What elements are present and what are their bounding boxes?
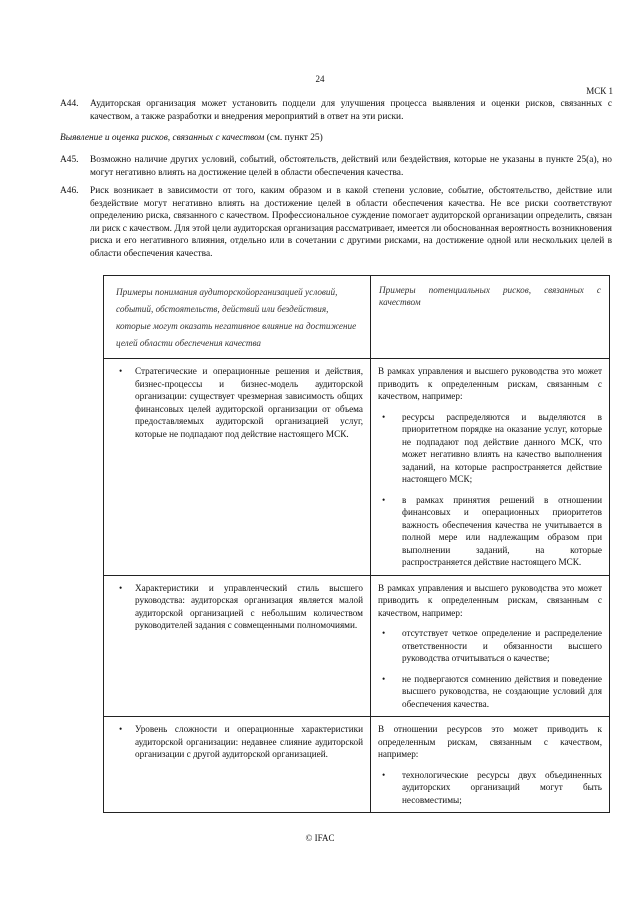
paragraph-a45	[60, 154, 612, 179]
risk-bullet: • в рамках принятия решений в отношении финансовых и операционных приоритетов важность обеспечения качества не учитывается в полной мере или надлежащим образом при выполнении заданий, на которые распространяется действие настоящего МСК.	[378, 494, 602, 569]
paragraph-text: Аудиторская организация может установить подцели для улучшения процесса выявления и оценки рисков, связанных с качеством, а также разработки и внедрения мероприятий в ответ на эти риски.	[90, 99, 612, 122]
paragraph-label: A46.	[60, 186, 79, 196]
risk-bullet: • ресурсы распределяются и выделяются в приоритетном порядке на оказание услуг, которые не подпадают под действие данного МСК, что может негативно влиять на качество выполнения заданий, на которые распространяется действие настоящего МСК;	[378, 411, 602, 486]
risk-bullet: • не подвергаются сомнению действия и поведение высшего руководства, не создающие условий для обеспечения качества.	[378, 673, 602, 711]
subheading-ref: (см. пункт 25)	[264, 133, 323, 143]
row-risk-intro: В рамках управления и высшего руководства это может приводить к определенным рискам, связанным с качеством, например:	[378, 366, 602, 401]
table-row	[104, 717, 610, 813]
table-row	[104, 575, 610, 717]
risk-bullet: • отсутствует четкое определение и распределение ответственности и обязанности высшего руководства отчитываться о качестве;	[378, 627, 602, 665]
paragraph-label: A44.	[60, 99, 79, 109]
subheading-title: Выявление и оценка рисков, связанных с качеством	[60, 133, 265, 143]
examples-table	[103, 275, 610, 813]
header-cell-right	[371, 276, 610, 359]
standard-id: МСК 1	[586, 86, 613, 96]
header-left-text: Примеры понимания аудиторскойорганизацией условий, событий, обстоятельств, действий или бездействия, которые могут оказать негативное влияние на достижение целей области обеспечения качества	[116, 287, 357, 348]
table-cell-left	[104, 575, 371, 717]
paragraph-a44	[60, 98, 612, 123]
paragraph-text: Риск возникает в зависимости от того, каким образом и в какой степени условие, событие, обстоятельство, действие или бездействие могут негативно влиять на достижение целей в области обеспечения качества. Не все риски соответствуют определению риска, связанного с качеством. Профессиональное суждение помогает аудиторской организации определить, связан ли риск с качеством. Для этой цели аудиторская организация рассматривает, имеется ли обоснованная вероятность возникновения риска и его негативного влияния, отдельно или в сочетании с другими рисками, на достижение одной или нескольких целей в области обеспечения качества.	[90, 186, 612, 259]
section-subheading	[60, 133, 323, 143]
row-condition: • Характеристики и управленческий стиль высшего руководства: аудиторская организация является малой аудиторской организацией с небольшим количеством руководителей задания с совмещенными полномочиями.	[111, 582, 363, 632]
row-risk-intro: В отношении ресурсов это может приводить к определенным рискам, связанным с качеством, например:	[378, 724, 602, 759]
paragraph-text: Возможно наличие других условий, событий, обстоятельств, действий или бездействия, которые не указаны в пункте 25(а), но могут негативно влиять на достижение целей в области обеспечения качества.	[90, 155, 612, 178]
row-condition: • Уровень сложности и операционные характеристики аудиторской организации: недавнее слияние аудиторской организации с другой аудиторской организацией.	[111, 723, 363, 761]
table-cell-right	[371, 575, 610, 717]
table-header-row	[104, 276, 610, 359]
page-number: 24	[315, 74, 325, 84]
paragraph-label: A45.	[60, 155, 79, 165]
paragraph-a46	[60, 185, 612, 261]
row-condition: • Стратегические и операционные решения и действия, бизнес-процессы и бизнес-модель аудиторской организации: существует чрезмерная зависимость общих финансовых целей аудиторской организации от объема предоставляемых аудиторской организацией услуг, которые не подпадают под действие настоящего МСК.	[111, 365, 363, 440]
header-cell-left	[104, 276, 371, 359]
table-cell-left	[104, 717, 371, 813]
table-cell-left	[104, 359, 371, 576]
table-cell-right	[371, 359, 610, 576]
footer-copyright: © IFAC	[305, 833, 335, 843]
header-right-text: Примеры потенциальных рисков, связанных с качеством	[379, 285, 601, 307]
row-risk-intro: В рамках управления и высшего руководства это может приводить к определенным рискам, связанным с качеством, например:	[378, 582, 602, 618]
table-row	[104, 359, 610, 576]
risk-bullet: • технологические ресурсы двух объединенных аудиторских организаций могут быть несовместимы;	[378, 769, 602, 807]
table-cell-right	[371, 717, 610, 813]
